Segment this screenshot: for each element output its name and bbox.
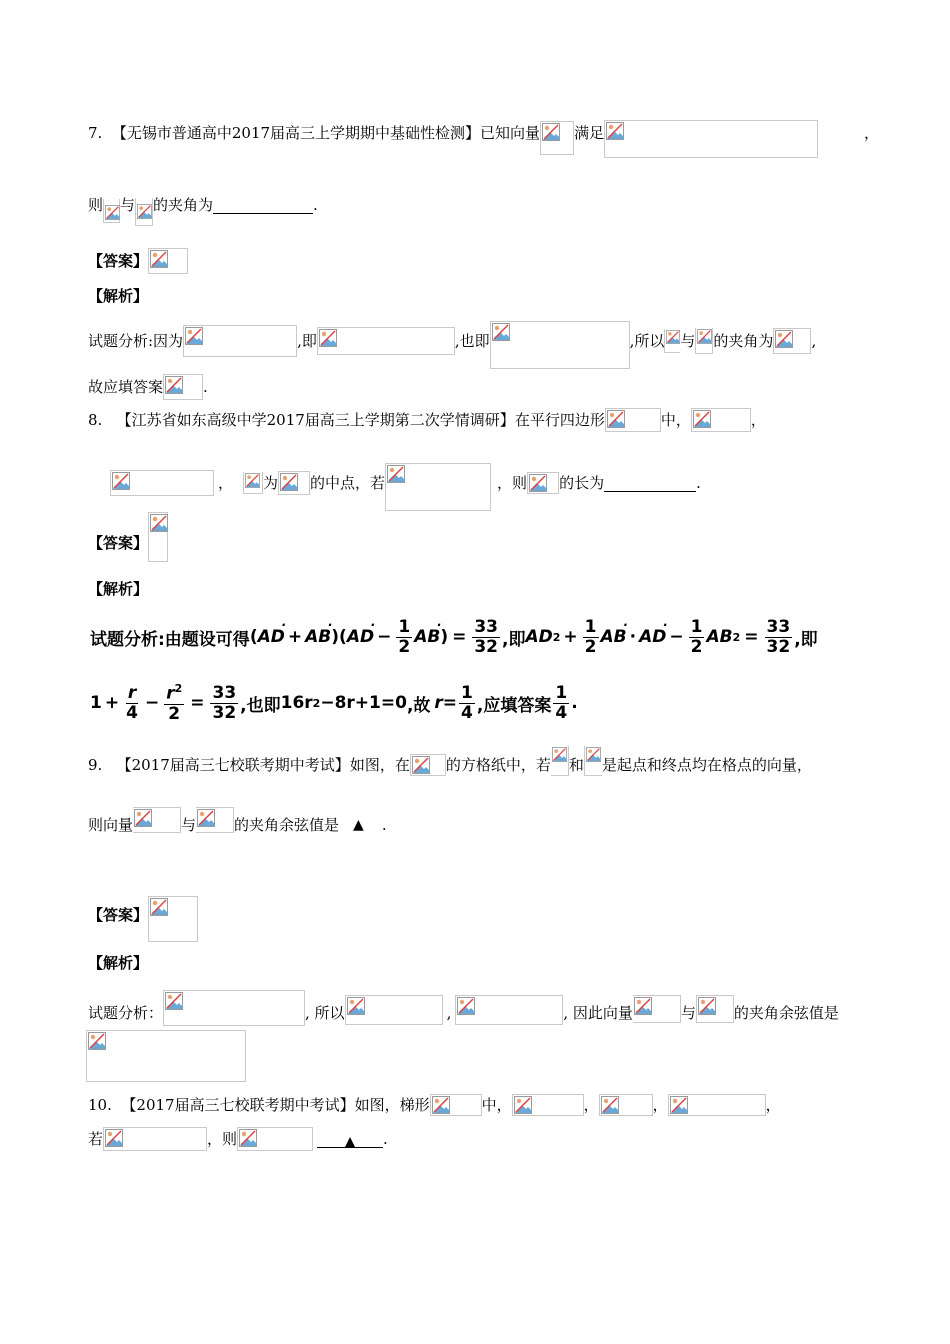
math-text: −: [377, 627, 392, 647]
q7-text: ，: [864, 124, 880, 142]
fraction: [583, 616, 599, 657]
formula-image: [278, 471, 310, 495]
fraction: [124, 682, 140, 723]
math-text: r: [166, 683, 175, 704]
broken-image-icon: [165, 992, 183, 1010]
formula-image: [237, 1127, 313, 1151]
fraction: [396, 616, 412, 657]
q8-text: 的长为: [559, 474, 605, 492]
formula-image: [163, 374, 203, 400]
fraction: [553, 682, 569, 723]
formula-image: [103, 199, 120, 223]
formula-image: [110, 470, 214, 496]
q10-text: ，则: [207, 1130, 238, 1148]
math-text: (: [249, 627, 258, 647]
q8-text: 的中点，若: [310, 474, 386, 492]
answer-blank: [213, 197, 313, 214]
formula-image: [773, 328, 811, 354]
broken-image-icon: [245, 473, 260, 488]
broken-image-icon: [514, 1096, 532, 1114]
formula-image: [455, 995, 563, 1025]
q7-text: 试题分析:因为: [88, 332, 184, 350]
formula-image: [512, 1094, 584, 1116]
fraction: [689, 616, 705, 657]
broken-image-icon: [239, 1129, 257, 1147]
broken-image-icon: [775, 330, 793, 348]
vector-ad: AD: [525, 627, 553, 647]
q10-line1: [88, 1090, 781, 1120]
broken-image-icon: [634, 997, 652, 1015]
q7-text: 满足: [574, 124, 605, 142]
broken-image-icon: [280, 473, 298, 491]
math-text: −8r+1=0: [320, 693, 407, 713]
q9-text: 是起点和终点均在格点的向量，: [601, 756, 812, 774]
fraction-denominator: 2: [584, 636, 597, 657]
q9-result-image-wrap: [86, 1030, 246, 1082]
vector-ab: AB ·: [601, 627, 627, 647]
vector-ad: AD ·: [639, 627, 666, 647]
math-text: +: [287, 627, 303, 647]
broken-image-icon: [412, 756, 430, 774]
formula-image: [490, 321, 630, 369]
math-text: =: [190, 693, 205, 713]
q9-text: .: [381, 816, 387, 834]
broken-image-icon: [457, 997, 475, 1015]
fraction-numerator: 1: [398, 616, 411, 637]
formula-image: [317, 327, 455, 355]
broken-image-icon: [529, 474, 547, 492]
vector-ad: AD ·: [347, 627, 374, 647]
broken-image-icon: [693, 410, 711, 428]
q9-text: 与: [181, 816, 197, 834]
q8-number: 8.: [88, 411, 103, 429]
broken-image-icon: [552, 747, 567, 762]
q10-text: ，: [652, 1096, 668, 1114]
formula-image: [133, 807, 181, 833]
q8-answer: [88, 528, 168, 558]
math-text: ,即: [502, 629, 526, 650]
q10-text: 中，: [481, 1096, 512, 1114]
triangle-placeholder: ▲: [344, 1133, 356, 1150]
q7-text: 的夹角为: [713, 332, 774, 350]
q7-number: 7.: [88, 124, 103, 142]
math-text: (: [339, 627, 347, 647]
q7-text: 则: [88, 196, 104, 214]
fraction-denominator: 32: [766, 636, 791, 657]
q7-text: 的夹角为: [153, 196, 214, 214]
q7-line1: [88, 118, 880, 148]
q9-text: , 所以: [305, 1004, 345, 1022]
answer-label: 【答案】: [88, 906, 149, 924]
q7-analysis-label: [88, 281, 148, 311]
q7-explanation2: [88, 372, 208, 402]
broken-image-icon: [197, 809, 215, 827]
q10-text: ，: [765, 1096, 781, 1114]
broken-image-icon: [150, 898, 168, 916]
q7-source: 【无锡市普通高中2017届高三上学期期中基础性检测】: [111, 124, 481, 142]
math-text: 试题分析:由题设可得: [90, 629, 250, 650]
q7-text: .: [313, 196, 318, 214]
q7-text: 故应填答案: [88, 378, 164, 396]
formula-image: [148, 896, 198, 942]
formula-image: [148, 512, 168, 562]
fraction-denominator: 2: [398, 636, 411, 657]
q8-source: 【江苏省如东高级中学2017届高三上学期第二次学情调研】: [116, 411, 515, 429]
q10-text: 若: [88, 1130, 104, 1148]
math-text: ,即: [794, 629, 818, 650]
q7-line2: [88, 190, 318, 220]
formula-image: [385, 463, 491, 511]
broken-image-icon: [112, 472, 130, 490]
broken-image-icon: [137, 204, 152, 219]
math-text: r=: [434, 693, 458, 713]
q9-source: 【2017届高三七校联考期中考试】: [116, 756, 350, 774]
exponent: 2: [732, 630, 741, 644]
fraction: [164, 683, 184, 723]
math-text: −: [669, 627, 684, 647]
broken-image-icon: [150, 514, 168, 532]
q10-text: 如图，梯形: [354, 1096, 430, 1114]
q9-text: 和: [568, 756, 584, 774]
fraction-numerator: 1: [690, 616, 703, 637]
formula-image: [691, 408, 751, 432]
q10-text: .: [383, 1130, 388, 1148]
q10-text: ，: [583, 1096, 599, 1114]
broken-image-icon: [150, 250, 168, 268]
vector-ab: AB ·: [414, 627, 440, 647]
analysis-label: 【解析】: [88, 580, 149, 598]
fraction: [472, 616, 500, 657]
fraction-numerator: [164, 683, 184, 705]
formula-image: [135, 198, 153, 226]
q9-text: ,: [446, 1004, 452, 1022]
fraction: [765, 616, 793, 657]
exponent: 2: [552, 630, 561, 644]
formula-image: [540, 121, 574, 155]
q9-text: 的夹角余弦值是: [234, 816, 340, 834]
formula-image: [430, 1094, 482, 1116]
broken-image-icon: [347, 997, 365, 1015]
broken-image-icon: [134, 809, 152, 827]
q7-text: 与: [120, 196, 136, 214]
math-text: ,应填答案: [476, 695, 552, 716]
q9-text: 则向量: [88, 816, 134, 834]
q8-text: ，: [218, 474, 234, 492]
fraction-denominator: 2: [168, 703, 181, 724]
exponent: 2: [174, 682, 183, 696]
formula-image: [605, 408, 661, 432]
fraction-denominator: 32: [212, 702, 237, 723]
formula-image: [551, 746, 569, 776]
triangle-placeholder: ▲: [353, 817, 364, 833]
analysis-label: 【解析】: [88, 287, 149, 305]
broken-image-icon: [105, 205, 120, 220]
formula-image: [668, 1094, 766, 1116]
formula-image: [599, 1094, 653, 1116]
math-text: 16r: [280, 693, 313, 713]
q9-number: 9.: [88, 756, 103, 774]
formula-image: [664, 329, 680, 353]
formula-image: [633, 995, 681, 1023]
broken-image-icon: [387, 465, 405, 483]
formula-image: [695, 328, 713, 354]
math-text: ): [440, 627, 449, 647]
q8-line1: [88, 405, 766, 435]
q9-text: 与: [680, 1004, 696, 1022]
formula-image: [148, 248, 188, 274]
q9-text: , 因此向量: [563, 1004, 633, 1022]
broken-image-icon: [697, 329, 712, 344]
formula-image: [163, 990, 305, 1026]
formula-image: [196, 807, 234, 833]
fraction-denominator: 4: [461, 702, 473, 723]
formula-image: [604, 120, 818, 158]
analysis-label: 【解析】: [88, 954, 149, 972]
q7-text: .: [203, 378, 208, 396]
broken-image-icon: [492, 323, 510, 341]
q8-text: 在平行四边形: [514, 411, 605, 429]
math-text: =: [744, 627, 759, 647]
broken-image-icon: [432, 1096, 450, 1114]
broken-image-icon: [542, 123, 560, 141]
answer-blank: [604, 475, 696, 492]
fraction-denominator: 4: [555, 702, 568, 723]
broken-image-icon: [586, 747, 601, 762]
broken-image-icon: [105, 1129, 123, 1147]
q8-analysis-label: [88, 574, 148, 604]
math-text: +: [563, 627, 578, 647]
q8-text: .: [696, 474, 701, 492]
fraction-numerator: 1: [461, 682, 473, 703]
answer-blank: [317, 1131, 383, 1148]
formula-image: [696, 995, 734, 1023]
formula-image: [243, 472, 263, 494]
vector-ad: AD ·: [258, 627, 285, 647]
math-text: 1: [90, 693, 102, 713]
q9-text: 的方格纸中，若: [445, 756, 551, 774]
q9-text: 试题分析：: [88, 1004, 164, 1022]
fraction-numerator: 33: [766, 616, 791, 637]
formula-image: [86, 1030, 246, 1082]
math-text: ,也即: [240, 695, 281, 716]
fraction: [459, 682, 475, 723]
q9-explanation: [88, 998, 839, 1028]
broken-image-icon: [698, 997, 716, 1015]
fraction-denominator: 32: [474, 636, 499, 657]
math-text: ): [331, 627, 340, 647]
q7-text: ,也即: [454, 332, 490, 350]
fraction: [210, 682, 238, 723]
answer-label: 【答案】: [88, 252, 149, 270]
fraction-numerator: 1: [584, 616, 597, 637]
broken-image-icon: [165, 376, 183, 394]
math-text: ,故: [406, 695, 431, 716]
formula-image: [183, 325, 297, 357]
broken-image-icon: [670, 1096, 688, 1114]
q8-text: ，: [750, 411, 766, 429]
q8-text: 为: [263, 474, 279, 492]
math-text: +: [104, 693, 120, 713]
q8-math-line2: [90, 680, 578, 726]
broken-image-icon: [606, 122, 624, 140]
q7-text: 已知向量: [480, 124, 541, 142]
q8-line2: [88, 468, 701, 498]
broken-image-icon: [601, 1096, 619, 1114]
fraction-numerator: 33: [212, 682, 237, 703]
exponent: 2: [312, 696, 321, 710]
broken-image-icon: [607, 410, 625, 428]
q9-analysis-label: [88, 948, 148, 978]
formula-image: [345, 995, 443, 1025]
q9-text: 的夹角余弦值是: [733, 1004, 839, 1022]
q10-source: 【2017届高三七校联考期中考试】: [121, 1096, 355, 1114]
vector-ab: AB ·: [305, 627, 331, 647]
q7-answer: [88, 246, 188, 276]
q7-explanation: [88, 326, 816, 356]
q8-text: ，则: [497, 474, 528, 492]
fraction-denominator: 4: [126, 702, 138, 723]
q9-line2: [88, 810, 387, 840]
fraction-numerator: r: [127, 682, 137, 703]
math-text: ·: [629, 627, 637, 647]
fraction-numerator: 33: [474, 616, 499, 637]
q7-text: ,所以: [629, 332, 665, 350]
q7-text: 与: [680, 332, 696, 350]
math-text: −: [144, 693, 160, 713]
q10-number: 10.: [88, 1096, 112, 1114]
q10-line2: [88, 1124, 388, 1154]
vector-ab: AB: [706, 627, 733, 647]
fraction-numerator: 1: [555, 682, 568, 703]
q9-answer: [88, 900, 198, 930]
q9-line1: [88, 750, 812, 780]
broken-image-icon: [319, 329, 337, 347]
q9-text: 如图，在: [349, 756, 410, 774]
math-text: .: [571, 693, 578, 713]
answer-label: 【答案】: [88, 534, 149, 552]
broken-image-icon: [185, 327, 203, 345]
formula-image: [103, 1127, 207, 1151]
broken-image-icon: [666, 330, 680, 344]
q7-text: ,即: [297, 332, 317, 350]
formula-image: [584, 746, 602, 776]
q7-text: ,: [811, 332, 817, 350]
fraction-denominator: 2: [690, 636, 703, 657]
q8-text: 中，: [660, 411, 691, 429]
formula-image: [527, 472, 559, 494]
formula-image: [410, 754, 446, 776]
math-text: =: [452, 627, 467, 647]
broken-image-icon: [88, 1032, 106, 1050]
q8-math-line1: [90, 614, 818, 660]
